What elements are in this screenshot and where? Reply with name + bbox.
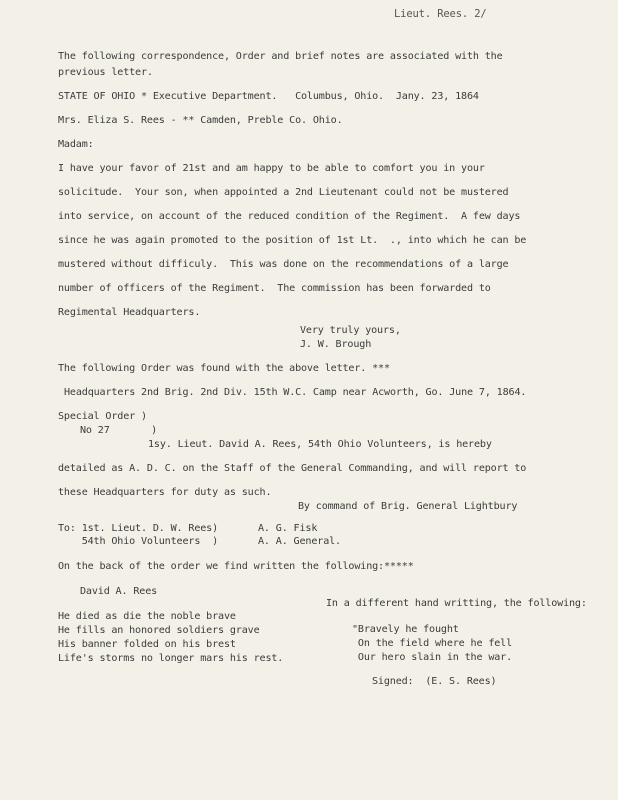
signoff-line: A. A. General.	[258, 536, 341, 547]
to-line: 54th Ohio Volunteers )	[58, 536, 219, 547]
addressee: Mrs. Eliza S. Rees - ** Camden, Preble Co. Ohio.	[58, 115, 343, 126]
order-label: No 27 )	[80, 425, 158, 436]
order-label: Special Order )	[58, 411, 147, 422]
signer: J. W. Brough	[300, 339, 372, 350]
order-header: Headquarters 2nd Brig. 2nd Div. 15th W.C. Camp near Acworth, Go. June 7, 1864.	[64, 387, 527, 398]
command-line: By command of Brig. General Lightbury	[298, 501, 518, 512]
letter-line: since he was again promoted to the position of 1st Lt. ., into which he can be	[58, 235, 527, 246]
closing: Very truly yours,	[300, 325, 401, 336]
right-intro: In a different hand writting, the following:	[326, 598, 587, 609]
signed-line: Signed: (E. S. Rees)	[372, 676, 497, 687]
poem-right-line: On the field where he fell	[352, 638, 513, 649]
letter-line: mustered without difficuly. This was done on the recommendations of a large	[58, 259, 509, 270]
letter-line: I have your favor of 21st and am happy to be able to comfort you in your	[58, 163, 485, 174]
letter-line: Regimental Headquarters.	[58, 307, 201, 318]
back-intro: On the back of the order we find written the following:*****	[58, 561, 414, 572]
poem-line: He died as die the noble brave	[58, 611, 236, 622]
poem-right-line: "Bravely he fought	[352, 624, 459, 635]
poem-line: His banner folded on his brest	[58, 639, 236, 650]
poem-line: Life's storms no longer mars his rest.	[58, 653, 284, 664]
order-intro: The following Order was found with the above letter. ***	[58, 363, 390, 374]
intro-line-1: The following correspondence, Order and brief notes are associated with the	[58, 51, 503, 62]
to-line: To: 1st. Lieut. D. W. Rees)	[58, 523, 219, 534]
letter-line: number of officers of the Regiment. The commission has been forwarded to	[58, 283, 491, 294]
letter-line: solicitude. Your son, when appointed a 2nd Lieutenant could not be mustered	[58, 187, 509, 198]
poem-right-line: Our hero slain in the war.	[352, 652, 513, 663]
poem-title: David A. Rees	[80, 586, 158, 597]
poem-line: He fills an honored soldiers grave	[58, 625, 260, 636]
page-tag: Lieut. Rees. 2/	[394, 8, 487, 20]
order-line: 1sy. Lieut. David A. Rees, 54th Ohio Volunteers, is hereby	[148, 439, 492, 450]
salutation: Madam:	[58, 139, 94, 150]
dateline: STATE OF OHIO * Executive Department. Columbus, Ohio. Jany. 23, 1864	[58, 91, 479, 102]
intro-line-2: previous letter.	[58, 67, 153, 78]
letter-line: into service, on account of the reduced condition of the Regiment. A few days	[58, 211, 521, 222]
order-line: these Headquarters for duty as such.	[58, 487, 272, 498]
order-line: detailed as A. D. C. on the Staff of the General Commanding, and will report to	[58, 463, 527, 474]
signoff-line: A. G. Fisk	[258, 523, 318, 534]
